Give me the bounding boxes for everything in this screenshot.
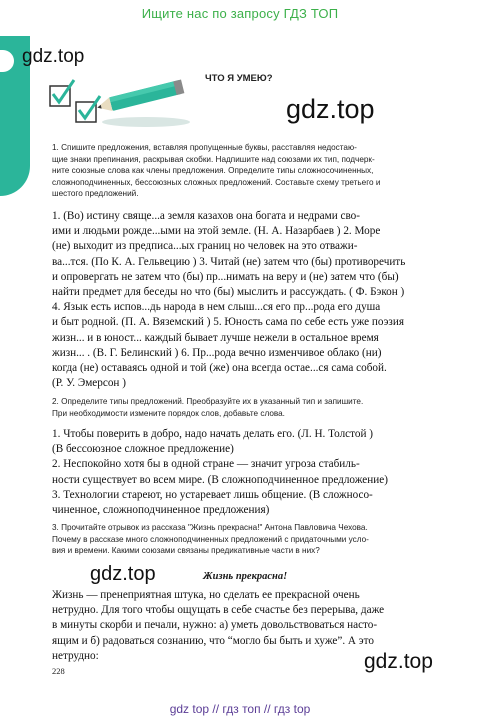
- instruction-line: При необходимости измените порядок слов, добавьте слова.: [52, 408, 285, 418]
- task3-instruction: [52, 522, 448, 557]
- instruction-line: Почему в рассказе много сложноподчиненных предложений с придаточными усло-: [52, 534, 369, 544]
- text-line: (В бессоюзное сложное предложение): [52, 443, 234, 456]
- watermark: gdz.top: [90, 563, 156, 585]
- text-line: ва...тся. (По К. А. Гельвецию ) 3. Читай (не) затем что (бы) противоречить: [52, 255, 406, 268]
- pencil-icon: [96, 80, 185, 115]
- instruction-line: вия и времени. Какими союзами связаны предикативные части в них?: [52, 546, 320, 555]
- watermark: gdz.top: [286, 94, 375, 124]
- text-line: 4. Язык есть испов...дь народа в нем слыш...ся его пр...рода его душа: [52, 301, 381, 314]
- instruction-line: 2. Определите типы предложений. Преобразуйте их в указанный тип и запишите.: [52, 397, 364, 406]
- instruction-line: щие знаки препинания, раскрывая скобки. Надпишите над союзами их тип, подчерк-: [52, 154, 375, 164]
- task1-instruction: [52, 142, 448, 200]
- text-line: Жизнь — пренеприятная штука, но сделать ее прекрасной очень: [52, 589, 360, 601]
- top-banner: Ищите нас по запросу ГДЗ ТОП: [141, 6, 339, 21]
- footer-links: gdz top // гдз топ // гдз top: [169, 702, 311, 716]
- text-line: жизн... . (В. Г. Белинский ) 6. Пр...рода вечно изменчивое облако (ни): [52, 346, 382, 359]
- task2-instruction: [52, 396, 448, 419]
- checkbox-pencil-icon: [48, 66, 198, 132]
- task1-text: [52, 209, 448, 391]
- watermark: gdz.top: [22, 46, 85, 67]
- text-line: когда (не) оставаясь одной и той (же) она всегда остае...ся сама собой.: [52, 362, 387, 375]
- text-line: и быт родной. (П. А. Вяземский ) 5. Юность сама по себе есть уже поэзия: [52, 316, 404, 329]
- text-line: (не) выходит из предписа...ых границ но человек на это отважи-: [52, 240, 358, 253]
- text-line: и опровергать не затем что (бы) пр...нимать на веру и (не) затем что (бы): [52, 270, 399, 283]
- instruction-line: 3. Прочитайте отрывок из рассказа "Жизнь прекрасна!" Антона Павловича Чехова.: [52, 523, 368, 532]
- text-line: ящим и б) радоваться сознанию, что “могло бы быть и хуже”. А это: [52, 634, 374, 647]
- text-line: ности существует во всем мире. (В сложноподчиненное предложение): [52, 473, 388, 486]
- text-line: ими и людьми рожде...ыми на этой земле. (Н. А. Назарбаев ) 2. Море: [52, 225, 381, 238]
- text-line: нетрудно:: [52, 649, 99, 662]
- text-line: 1. (Во) истину свяще...а земля казахов она богата и недрами сво-: [52, 210, 360, 222]
- text-line: найти предмет для беседы но что (бы) мыслить и рассуждать. ( Ф. Бэкон ): [52, 286, 405, 299]
- text-line: нетрудно. Для того чтобы ощущать в себе счастье без перерыва, даже: [52, 604, 385, 617]
- task2-text: [52, 427, 448, 518]
- text-line: жизн... и в юност... каждый бывает лучше нежели в остальное время: [52, 331, 379, 344]
- instruction-line: ните союзные слова как члены предложения. Определите типы сложносочиненных,: [52, 166, 374, 175]
- section-title: ЧТО Я УМЕЮ?: [205, 73, 273, 84]
- page-number: 228: [52, 666, 65, 676]
- text-line: в минуты скорби и печали, нужно: а) уметь довольствоваться насто-: [52, 619, 378, 632]
- text-line: 2. Неспокойно хотя бы в одной стране — значит угроза стабиль-: [52, 458, 360, 471]
- text-line: чиненное, сложноподчиненное предложения): [52, 504, 270, 517]
- instruction-line: 1. Спишите предложения, вставляя пропущенные буквы, расставляя недостаю-: [52, 143, 357, 152]
- story-title: Жизнь прекрасна!: [203, 571, 288, 582]
- instruction-line: сложноподчиненных, бессоюзных сложных предложений. Составьте схему третьего и: [52, 177, 381, 187]
- watermark: gdz.top: [364, 650, 433, 673]
- checkbox-check-icon: [50, 80, 100, 122]
- text-line: 1. Чтобы поверить в добро, надо начать делать его. (Л. Н. Толстой ): [52, 428, 373, 440]
- text-line: (Р. У. Эмерсон ): [52, 377, 126, 390]
- instruction-line: шестого предложений.: [52, 189, 139, 198]
- text-line: 3. Технологии стареют, но устаревает лишь общение. (В сложносо-: [52, 488, 373, 501]
